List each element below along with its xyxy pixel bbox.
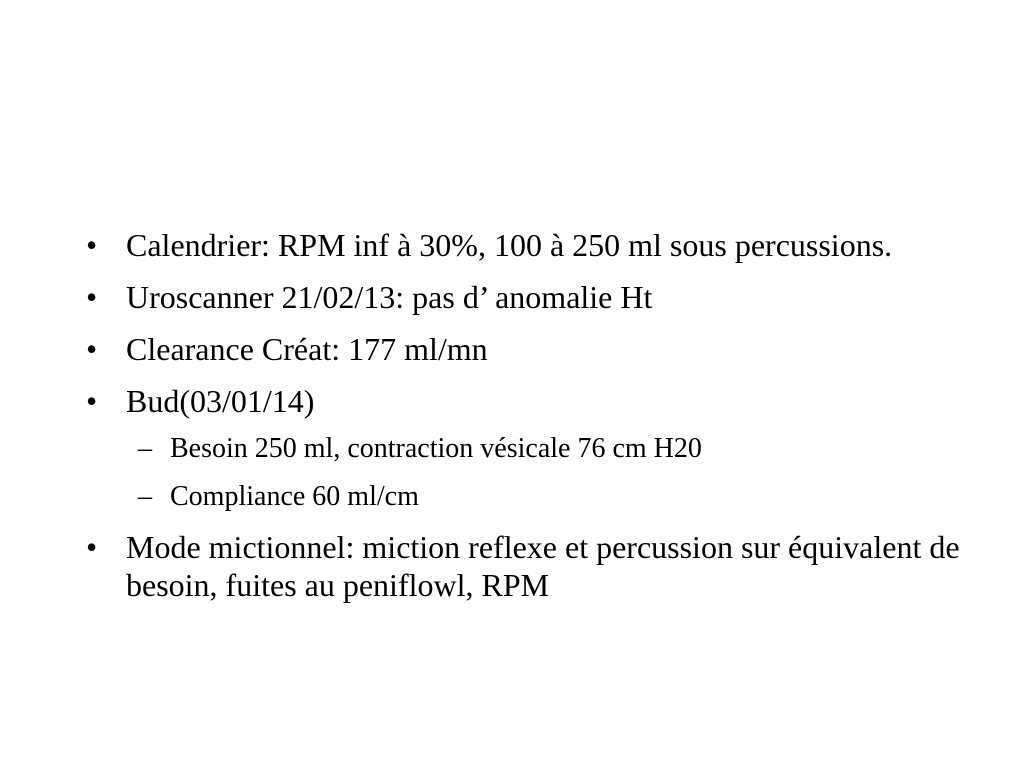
bullet-marker: •: [86, 383, 98, 419]
bullet-item-bud: [86, 382, 966, 514]
bullet-text: Mode mictionnel: miction reflexe et percussion sur équivalent de besoin, fuites au peniflowl, RPM: [126, 529, 960, 603]
bullet-marker: •: [86, 279, 98, 315]
bullet-text: Clearance Créat: 177 ml/mn: [126, 331, 488, 367]
sub-bullet-item-besoin: [86, 432, 966, 466]
bullet-item-mode-mictionnel: [86, 528, 966, 604]
slide-body: [86, 226, 966, 618]
sub-bullet-list: [126, 432, 966, 514]
bullet-text: Uroscanner 21/02/13: pas d’ anomalie Ht: [126, 279, 653, 315]
bullet-marker: •: [86, 529, 98, 565]
bullet-text: Calendrier: RPM inf à 30%, 100 à 250 ml sous percussions.: [126, 227, 893, 263]
bullet-item-calendrier: [86, 226, 966, 264]
bullet-item-clearance: [86, 330, 966, 368]
sub-bullet-marker: –: [138, 481, 152, 512]
sub-bullet-text: Besoin 250 ml, contraction vésicale 76 cm H20: [170, 433, 702, 464]
bullet-list: [86, 226, 966, 604]
sub-bullet-item-compliance: [86, 480, 966, 514]
sub-bullet-marker: –: [138, 433, 152, 464]
bullet-marker: •: [86, 331, 98, 367]
bullet-item-uroscanner: [86, 278, 966, 316]
bullet-marker: •: [86, 227, 98, 263]
sub-bullet-text: Compliance 60 ml/cm: [170, 481, 419, 512]
bullet-text: Bud(03/01/14): [126, 383, 315, 419]
